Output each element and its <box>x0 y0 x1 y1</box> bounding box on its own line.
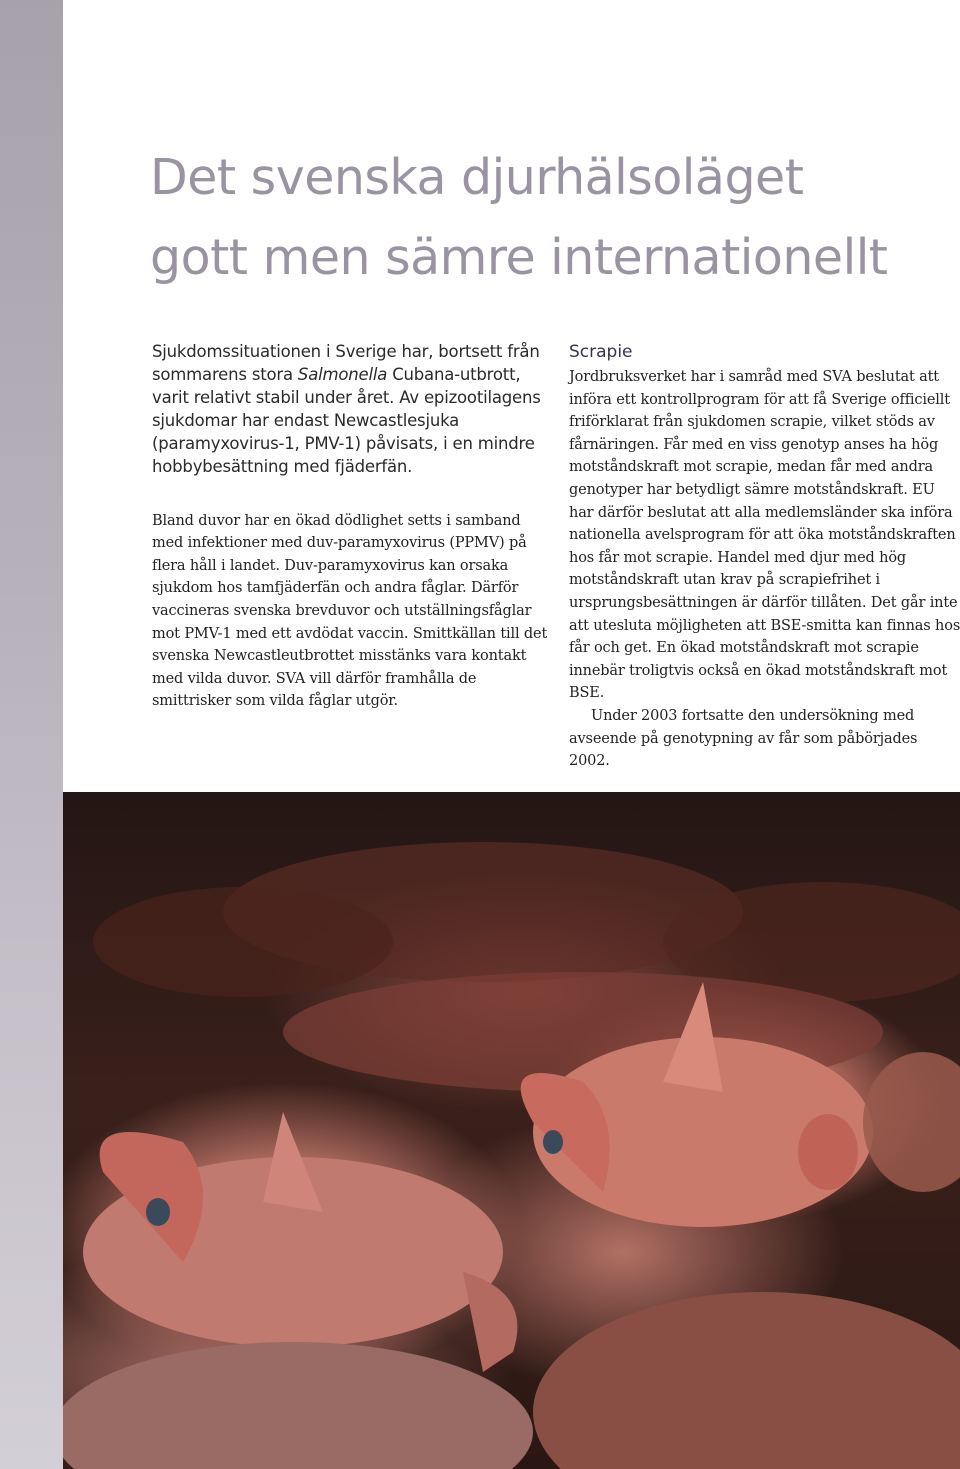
lead-text-italic: Salmonella <box>297 365 388 385</box>
pigs-photo <box>63 792 960 1469</box>
page-title <box>150 138 950 298</box>
right-column <box>569 340 960 773</box>
left-column <box>152 340 548 713</box>
lead-text-start: Sjukdomssituationen i Sverige har, bortsett från sommarens stora <box>152 342 540 385</box>
section-heading-scrapie: Scrapie <box>569 342 633 362</box>
page-title-line-2: gott men sämre internationellt <box>150 229 888 286</box>
body-paragraph-genotyping: Under 2003 fortsatte den undersökning med avseende på genotypning av får som påbörjades 2002. <box>569 707 918 770</box>
lead-paragraph <box>152 340 548 479</box>
lead-text-end: Cubana-utbrott, varit relativt stabil under året. Av epizootilagens sjukdomar har endast Newcastlesjuka (paramyxovirus-1, PMV-1) påvisats, i en mindre hobbybesättning med fjäderfän. <box>152 365 541 477</box>
side-color-bar <box>0 0 63 1469</box>
body-paragraph-pigeons: Bland duvor har en ökad dödlighet setts i samband med infektioner med duv-paramyxovirus (PPMV) på flera håll i landet. Duv-paramyxovirus kan orsaka sjukdom hos tamfjäderfän och andra fåglar. Därför vaccineras svenska brevduvor och utställningsfåglar mot PMV-1 med ett avdödat vaccin. Smittkällan till det svenska Newcastleutbrottet misstänks vara kontakt med vilda duvor. SVA vill därför framhålla de smittrisker som vilda fåglar utgör. <box>152 512 548 710</box>
body-paragraph-scrapie: Jordbruksverket har i samråd med SVA beslutat att införa ett kontrollprogram för att få Sverige officiellt friförklarat från sjukdomen scrapie, vilket stöds av fårnäringen. Får med en viss genotyp anses ha hög motståndskraft mot scrapie, medan får med andra genotyper har betydligt sämre motståndskraft. EU har därför beslutat att alla medlemsländer ska införa nationella avelsprogram för att öka motståndskraften hos får mot scrapie. Handel med djur med hög motståndskraft utan krav på scrapiefrihet i ursprungsbesättningen är därför tillåten. Det går inte att utesluta möjligheten att BSE-smitta kan finnas hos får och get. En ökad motståndskraft mot scrapie innebär troligtvis också en ökad motståndskraft mot BSE. <box>569 369 960 702</box>
pigs-illustration <box>63 792 960 1469</box>
page-title-line-1: Det svenska djurhälsoläget <box>150 149 804 206</box>
